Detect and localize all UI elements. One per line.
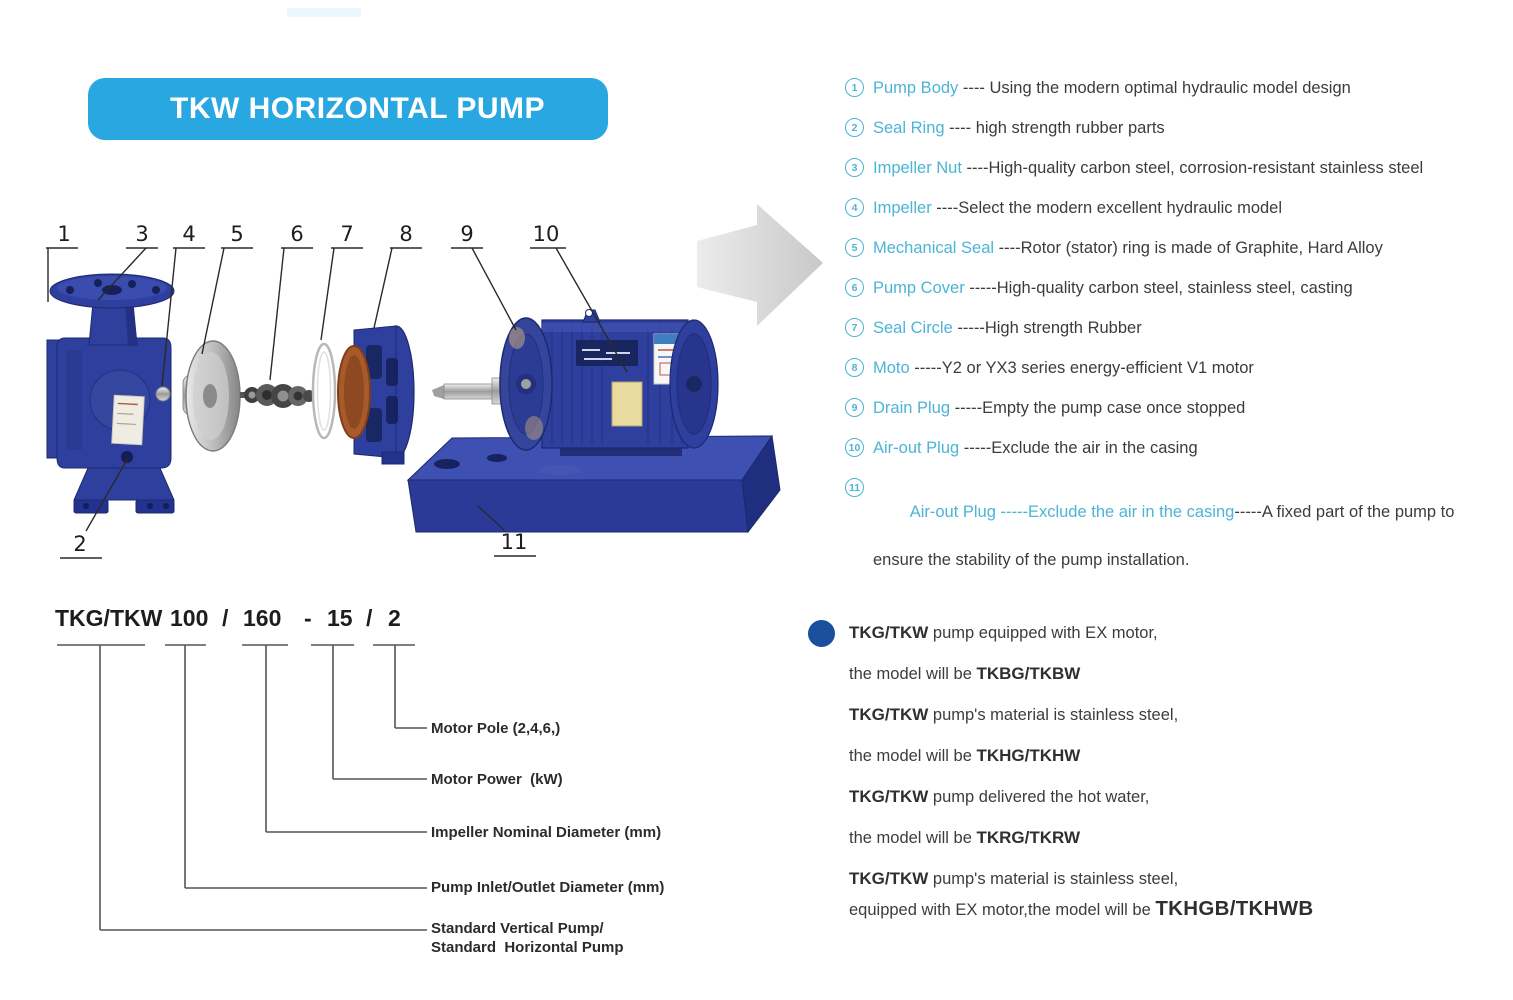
callout-1: 1 xyxy=(57,222,71,246)
part-list-item xyxy=(845,476,1500,620)
part-name: Mechanical Seal xyxy=(873,239,999,257)
model-code-inlet: 100 xyxy=(170,605,209,631)
part-name: Drain Plug xyxy=(873,399,955,417)
part-desc: -----Empty the pump case once stopped xyxy=(954,399,1246,417)
part-list-item xyxy=(845,116,1500,140)
part-list-item xyxy=(845,396,1500,420)
note-model: TKHG/TKHW xyxy=(976,746,1081,765)
part-desc: ----Select the modern excellent hydraulic model xyxy=(936,199,1283,217)
model-label-impeller-diameter: Impeller Nominal Diameter (mm) xyxy=(431,824,662,841)
part-name: Air-out Plug xyxy=(873,439,964,457)
model-code-dash: - xyxy=(304,605,312,631)
callout-8: 8 xyxy=(399,222,413,246)
part-list-item xyxy=(845,356,1500,380)
part-number-badge: 11 xyxy=(845,478,864,497)
part-name: Seal Circle xyxy=(873,319,958,337)
model-code-connector-lines xyxy=(40,640,435,965)
note-text: pump's material is stainless steel, xyxy=(928,870,1179,888)
note-text: the model will be xyxy=(849,747,977,765)
note-line xyxy=(849,702,1449,728)
note-model: TKHGB/TKHWB xyxy=(1155,897,1314,920)
part-number-badge: 1 xyxy=(845,78,864,97)
part-desc: -----Exclude the air in the casing xyxy=(963,439,1198,457)
part-name: Pump Cover xyxy=(873,279,970,297)
part-list-item xyxy=(845,436,1500,460)
part-name: Pump Body xyxy=(873,79,963,97)
part-desc: -----High strength Rubber xyxy=(957,319,1142,337)
callout-4: 4 xyxy=(182,222,196,246)
callout-10: 10 xyxy=(532,222,560,246)
part-desc-line2: ensure the stability of the pump installation. xyxy=(873,551,1190,569)
part-name-continuation: -----Exclude the air in the casing xyxy=(1000,503,1235,521)
note-text: the model will be xyxy=(849,665,977,683)
part-desc: -----Y2 or YX3 series energy-efficient V1 motor xyxy=(914,359,1254,377)
model-label-pump-type-line1: Standard Vertical Pump/ xyxy=(431,920,604,937)
part-name: Air-out Plug xyxy=(909,503,1001,521)
title-banner xyxy=(88,78,608,140)
note-line xyxy=(849,620,1449,646)
model-notes xyxy=(849,620,1449,938)
note-line xyxy=(849,825,1449,851)
callout-3: 3 xyxy=(135,222,149,246)
callout-11: 11 xyxy=(500,530,528,554)
pump-body-illustration xyxy=(47,274,174,513)
part-number-badge: 6 xyxy=(845,278,864,297)
note-model: TKG/TKW xyxy=(849,623,929,642)
pump-body-label xyxy=(112,395,144,445)
note-model: TKG/TKW xyxy=(849,787,929,806)
seal-circle-illustration xyxy=(313,344,335,438)
note-model: TKRG/TKRW xyxy=(976,828,1081,847)
pump-cover-illustration xyxy=(338,326,414,464)
callout-9: 9 xyxy=(460,222,474,246)
note-text: pump delivered the hot water, xyxy=(928,788,1150,806)
right-arrow-icon xyxy=(697,204,823,326)
note-text: pump equipped with EX motor, xyxy=(928,624,1158,642)
model-code-series: TKG/TKW xyxy=(55,605,163,631)
model-code-slash: / xyxy=(222,605,229,631)
callout-5: 5 xyxy=(230,222,244,246)
note-model: TKG/TKW xyxy=(849,869,929,888)
callout-6: 6 xyxy=(290,222,304,246)
part-number-badge: 7 xyxy=(845,318,864,337)
model-label-pump-type-line2: Standard Horizontal Pump xyxy=(431,939,624,956)
part-number-badge: 10 xyxy=(845,438,864,457)
part-desc: ---- high strength rubber parts xyxy=(949,119,1165,137)
scan-artifact xyxy=(287,8,361,17)
pump-exploded-diagram xyxy=(30,195,830,575)
motor-illustration xyxy=(432,310,718,457)
part-list-item xyxy=(845,236,1500,260)
part-name: Impeller Nut xyxy=(873,159,967,177)
note-text: the model will be xyxy=(849,829,977,847)
part-list-item xyxy=(845,156,1500,180)
bullet-icon xyxy=(808,620,835,647)
part-desc: -----A fixed part of the pump to xyxy=(1234,503,1455,521)
part-desc: ----High-quality carbon steel, corrosion-resistant stainless steel xyxy=(966,159,1424,177)
model-label-inlet-diameter: Pump Inlet/Outlet Diameter (mm) xyxy=(431,879,665,896)
part-number-badge: 4 xyxy=(845,198,864,217)
mechanical-seal-illustration xyxy=(240,384,315,408)
part-number-badge: 9 xyxy=(845,398,864,417)
note-line xyxy=(849,661,1449,687)
callout-2: 2 xyxy=(73,532,87,556)
part-number-badge: 3 xyxy=(845,158,864,177)
note-line xyxy=(849,896,1449,923)
part-desc: ---- Using the modern optimal hydraulic model design xyxy=(962,79,1351,97)
model-code-impeller: 160 xyxy=(243,605,282,631)
parts-list xyxy=(845,76,1500,636)
part-list-item xyxy=(845,276,1500,300)
part-name: Seal Ring xyxy=(873,119,950,137)
part-number-badge: 5 xyxy=(845,238,864,257)
note-text: equipped with EX motor,the model will be xyxy=(849,901,1156,919)
callout-7: 7 xyxy=(340,222,354,246)
note-line xyxy=(849,743,1449,769)
part-list-item xyxy=(845,196,1500,220)
note-line xyxy=(849,866,1449,892)
part-number-badge: 2 xyxy=(845,118,864,137)
note-text: pump's material is stainless steel, xyxy=(928,706,1179,724)
motor-yellow-plate xyxy=(612,382,642,426)
note-model: TKG/TKW xyxy=(849,705,929,724)
model-code-slash: / xyxy=(366,605,373,631)
note-line xyxy=(849,784,1449,810)
part-number-badge: 8 xyxy=(845,358,864,377)
note-model: TKBG/TKBW xyxy=(976,664,1081,683)
page-title: TKW HORIZONTAL PUMP xyxy=(170,92,546,125)
model-code-power: 15 xyxy=(327,605,353,631)
model-label-motor-pole: Motor Pole (2,4,6,) xyxy=(431,720,561,737)
part-list-item xyxy=(845,76,1500,100)
part-name: Moto xyxy=(873,359,915,377)
model-label-motor-power: Motor Power (kW) xyxy=(431,771,563,788)
part-name: Impeller xyxy=(873,199,937,217)
part-desc: -----High-quality carbon steel, stainless steel, casting xyxy=(969,279,1353,297)
model-code-pole: 2 xyxy=(388,605,401,631)
part-list-item xyxy=(845,316,1500,340)
part-desc: ----Rotor (stator) ring is made of Graphite, Hard Alloy xyxy=(998,239,1383,257)
